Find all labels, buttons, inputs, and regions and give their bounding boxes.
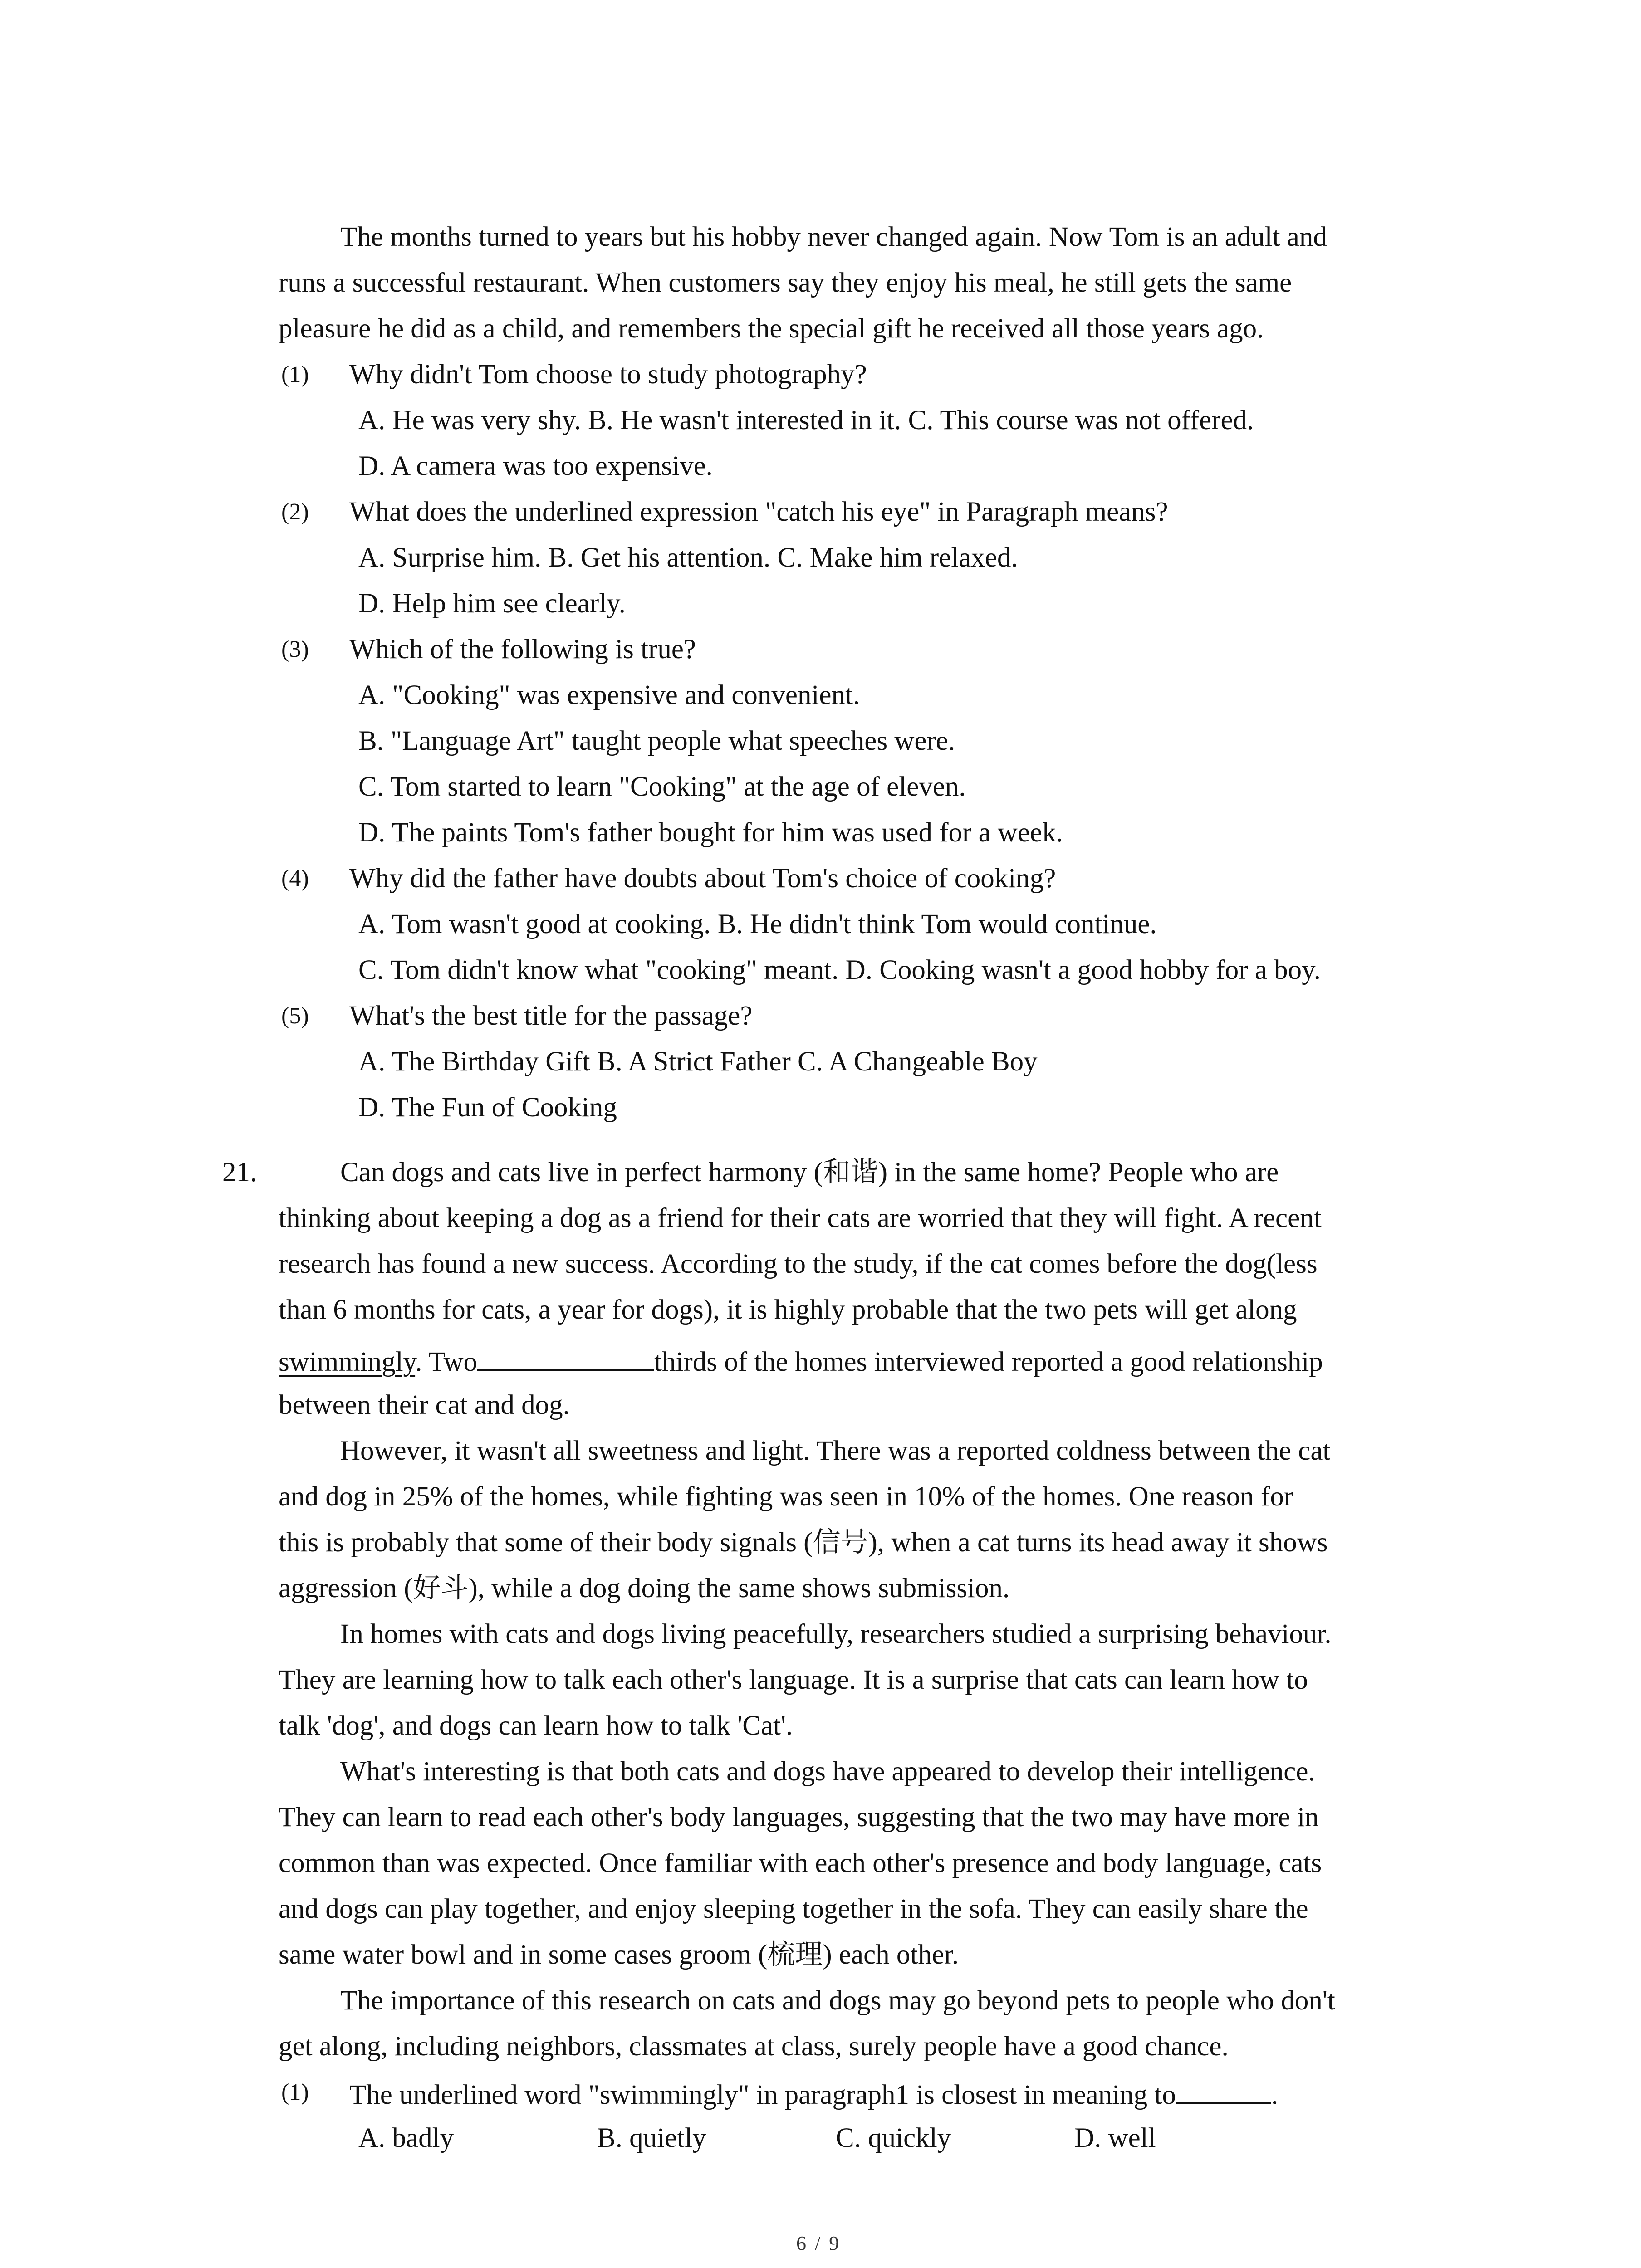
answer-option: D. The paints Tom's father bought for him was used for a week. bbox=[358, 817, 1063, 848]
story2-paragraph-line: and dog in 25% of the homes, while fighting was seen in 10% of the homes. One reason for bbox=[279, 1481, 1293, 1512]
story2-paragraph-line: The importance of this research on cats and dogs may go beyond pets to people who don't bbox=[340, 1985, 1335, 2016]
story2-paragraph-line: research has found a new success. According to the study, if the cat comes before the dog(less bbox=[279, 1249, 1318, 1279]
question-number: (5) bbox=[281, 1003, 309, 1029]
story2-paragraph-line: What's interesting is that both cats and dogs have appeared to develop their intelligence. bbox=[340, 1756, 1315, 1787]
story2-paragraph-line: They are learning how to talk each other's language. It is a surprise that cats can learn how to bbox=[279, 1665, 1308, 1695]
question-number: (4) bbox=[281, 865, 309, 891]
underlined-word: swimmingly bbox=[279, 1347, 416, 1377]
question-stem bbox=[349, 2078, 1278, 2109]
question-stem: Which of the following is true? bbox=[349, 634, 696, 665]
answer-options: A. Surprise him. B. Get his attention. C. Make him relaxed. bbox=[358, 543, 1018, 573]
text-fragment: The underlined word "swimmingly" in paragraph1 is closest in meaning to bbox=[349, 2080, 1176, 2110]
answer-option: A. "Cooking" was expensive and convenient. bbox=[358, 680, 860, 710]
question-stem: What's the best title for the passage? bbox=[349, 1001, 753, 1031]
story2-paragraph-line: common than was expected. Once familiar with each other's presence and body language, cats bbox=[279, 1848, 1322, 1878]
answer-option: A. badly bbox=[358, 2123, 454, 2153]
story2-paragraph-line: get along, including neighbors, classmates at class, surely people have a good chance. bbox=[279, 2031, 1229, 2062]
question-number: (1) bbox=[281, 2079, 309, 2105]
question-stem: Why didn't Tom choose to study photography? bbox=[349, 359, 867, 390]
answer-options: A. The Birthday Gift B. A Strict Father C. A Changeable Boy bbox=[358, 1046, 1038, 1077]
story1-paragraph-line: runs a successful restaurant. When customers say they enjoy his meal, he still gets the same bbox=[279, 268, 1292, 298]
story2-paragraph-line: same water bowl and in some cases groom (梳理) each other. bbox=[279, 1940, 959, 1970]
answer-options: A. Tom wasn't good at cooking. B. He didn't think Tom would continue. bbox=[358, 909, 1157, 939]
story2-paragraph-line: between their cat and dog. bbox=[279, 1390, 570, 1420]
text-fragment: . Two bbox=[415, 1347, 478, 1377]
answer-options: A. He was very shy. B. He wasn't interested in it. C. This course was not offered. bbox=[358, 405, 1254, 435]
story1-paragraph-line: pleasure he did as a child, and remembers the special gift he received all those years ago. bbox=[279, 313, 1264, 344]
story2-paragraph-line: aggression (好斗), while a dog doing the same shows submission. bbox=[279, 1573, 1010, 1603]
story2-paragraph-line: However, it wasn't all sweetness and light. There was a reported coldness between the cat bbox=[340, 1436, 1331, 1466]
answer-option: B. quietly bbox=[597, 2123, 706, 2153]
text-fragment: . bbox=[1271, 2080, 1279, 2110]
answer-option: D. well bbox=[1074, 2123, 1156, 2153]
story2-paragraph-line bbox=[279, 1345, 1323, 1376]
question-number: (2) bbox=[281, 499, 309, 525]
answer-options: D. The Fun of Cooking bbox=[358, 1092, 617, 1123]
story2-paragraph-line: In homes with cats and dogs living peacefully, researchers studied a surprising behaviour. bbox=[340, 1619, 1332, 1649]
answer-options: D. A camera was too expensive. bbox=[358, 451, 713, 481]
page-number: 6 / 9 bbox=[796, 2232, 841, 2254]
story2-paragraph-line: this is probably that some of their body signals (信号), when a cat turns its head away it shows bbox=[279, 1527, 1328, 1558]
question-stem: What does the underlined expression "catch his eye" in Paragraph means? bbox=[349, 497, 1168, 527]
answer-options: D. Help him see clearly. bbox=[358, 588, 626, 619]
question-stem: Why did the father have doubts about Tom's choice of cooking? bbox=[349, 863, 1056, 894]
story2-paragraph-line: and dogs can play together, and enjoy sleeping together in the sofa. They can easily share the bbox=[279, 1894, 1308, 1924]
question-block-number: 21. bbox=[222, 1157, 257, 1188]
question-number: (1) bbox=[281, 362, 309, 387]
answer-option: C. Tom started to learn "Cooking" at the age of eleven. bbox=[358, 772, 966, 802]
text-fragment: thirds of the homes interviewed reported a good relationship bbox=[654, 1347, 1323, 1377]
story2-paragraph-line: thinking about keeping a dog as a friend for their cats are worried that they will fight. A recent bbox=[279, 1203, 1322, 1233]
story2-paragraph-line: They can learn to read each other's body languages, suggesting that the two may have more in bbox=[279, 1802, 1319, 1833]
answer-option: C. quickly bbox=[836, 2123, 951, 2153]
fill-in-blank[interactable] bbox=[477, 1345, 654, 1371]
answer-option: B. "Language Art" taught people what speeches were. bbox=[358, 726, 955, 756]
fill-in-blank[interactable] bbox=[1176, 2078, 1271, 2104]
story2-paragraph-line: talk 'dog', and dogs can learn how to talk 'Cat'. bbox=[279, 1711, 793, 1741]
answer-options: C. Tom didn't know what "cooking" meant. D. Cooking wasn't a good hobby for a boy. bbox=[358, 955, 1321, 985]
story1-paragraph-line: The months turned to years but his hobby never changed again. Now Tom is an adult and bbox=[340, 222, 1327, 252]
question-number: (3) bbox=[281, 636, 309, 662]
story2-paragraph-line: than 6 months for cats, a year for dogs), it is highly probable that the two pets will get along bbox=[279, 1295, 1297, 1325]
story2-paragraph-line: Can dogs and cats live in perfect harmony (和谐) in the same home? People who are bbox=[340, 1157, 1279, 1188]
